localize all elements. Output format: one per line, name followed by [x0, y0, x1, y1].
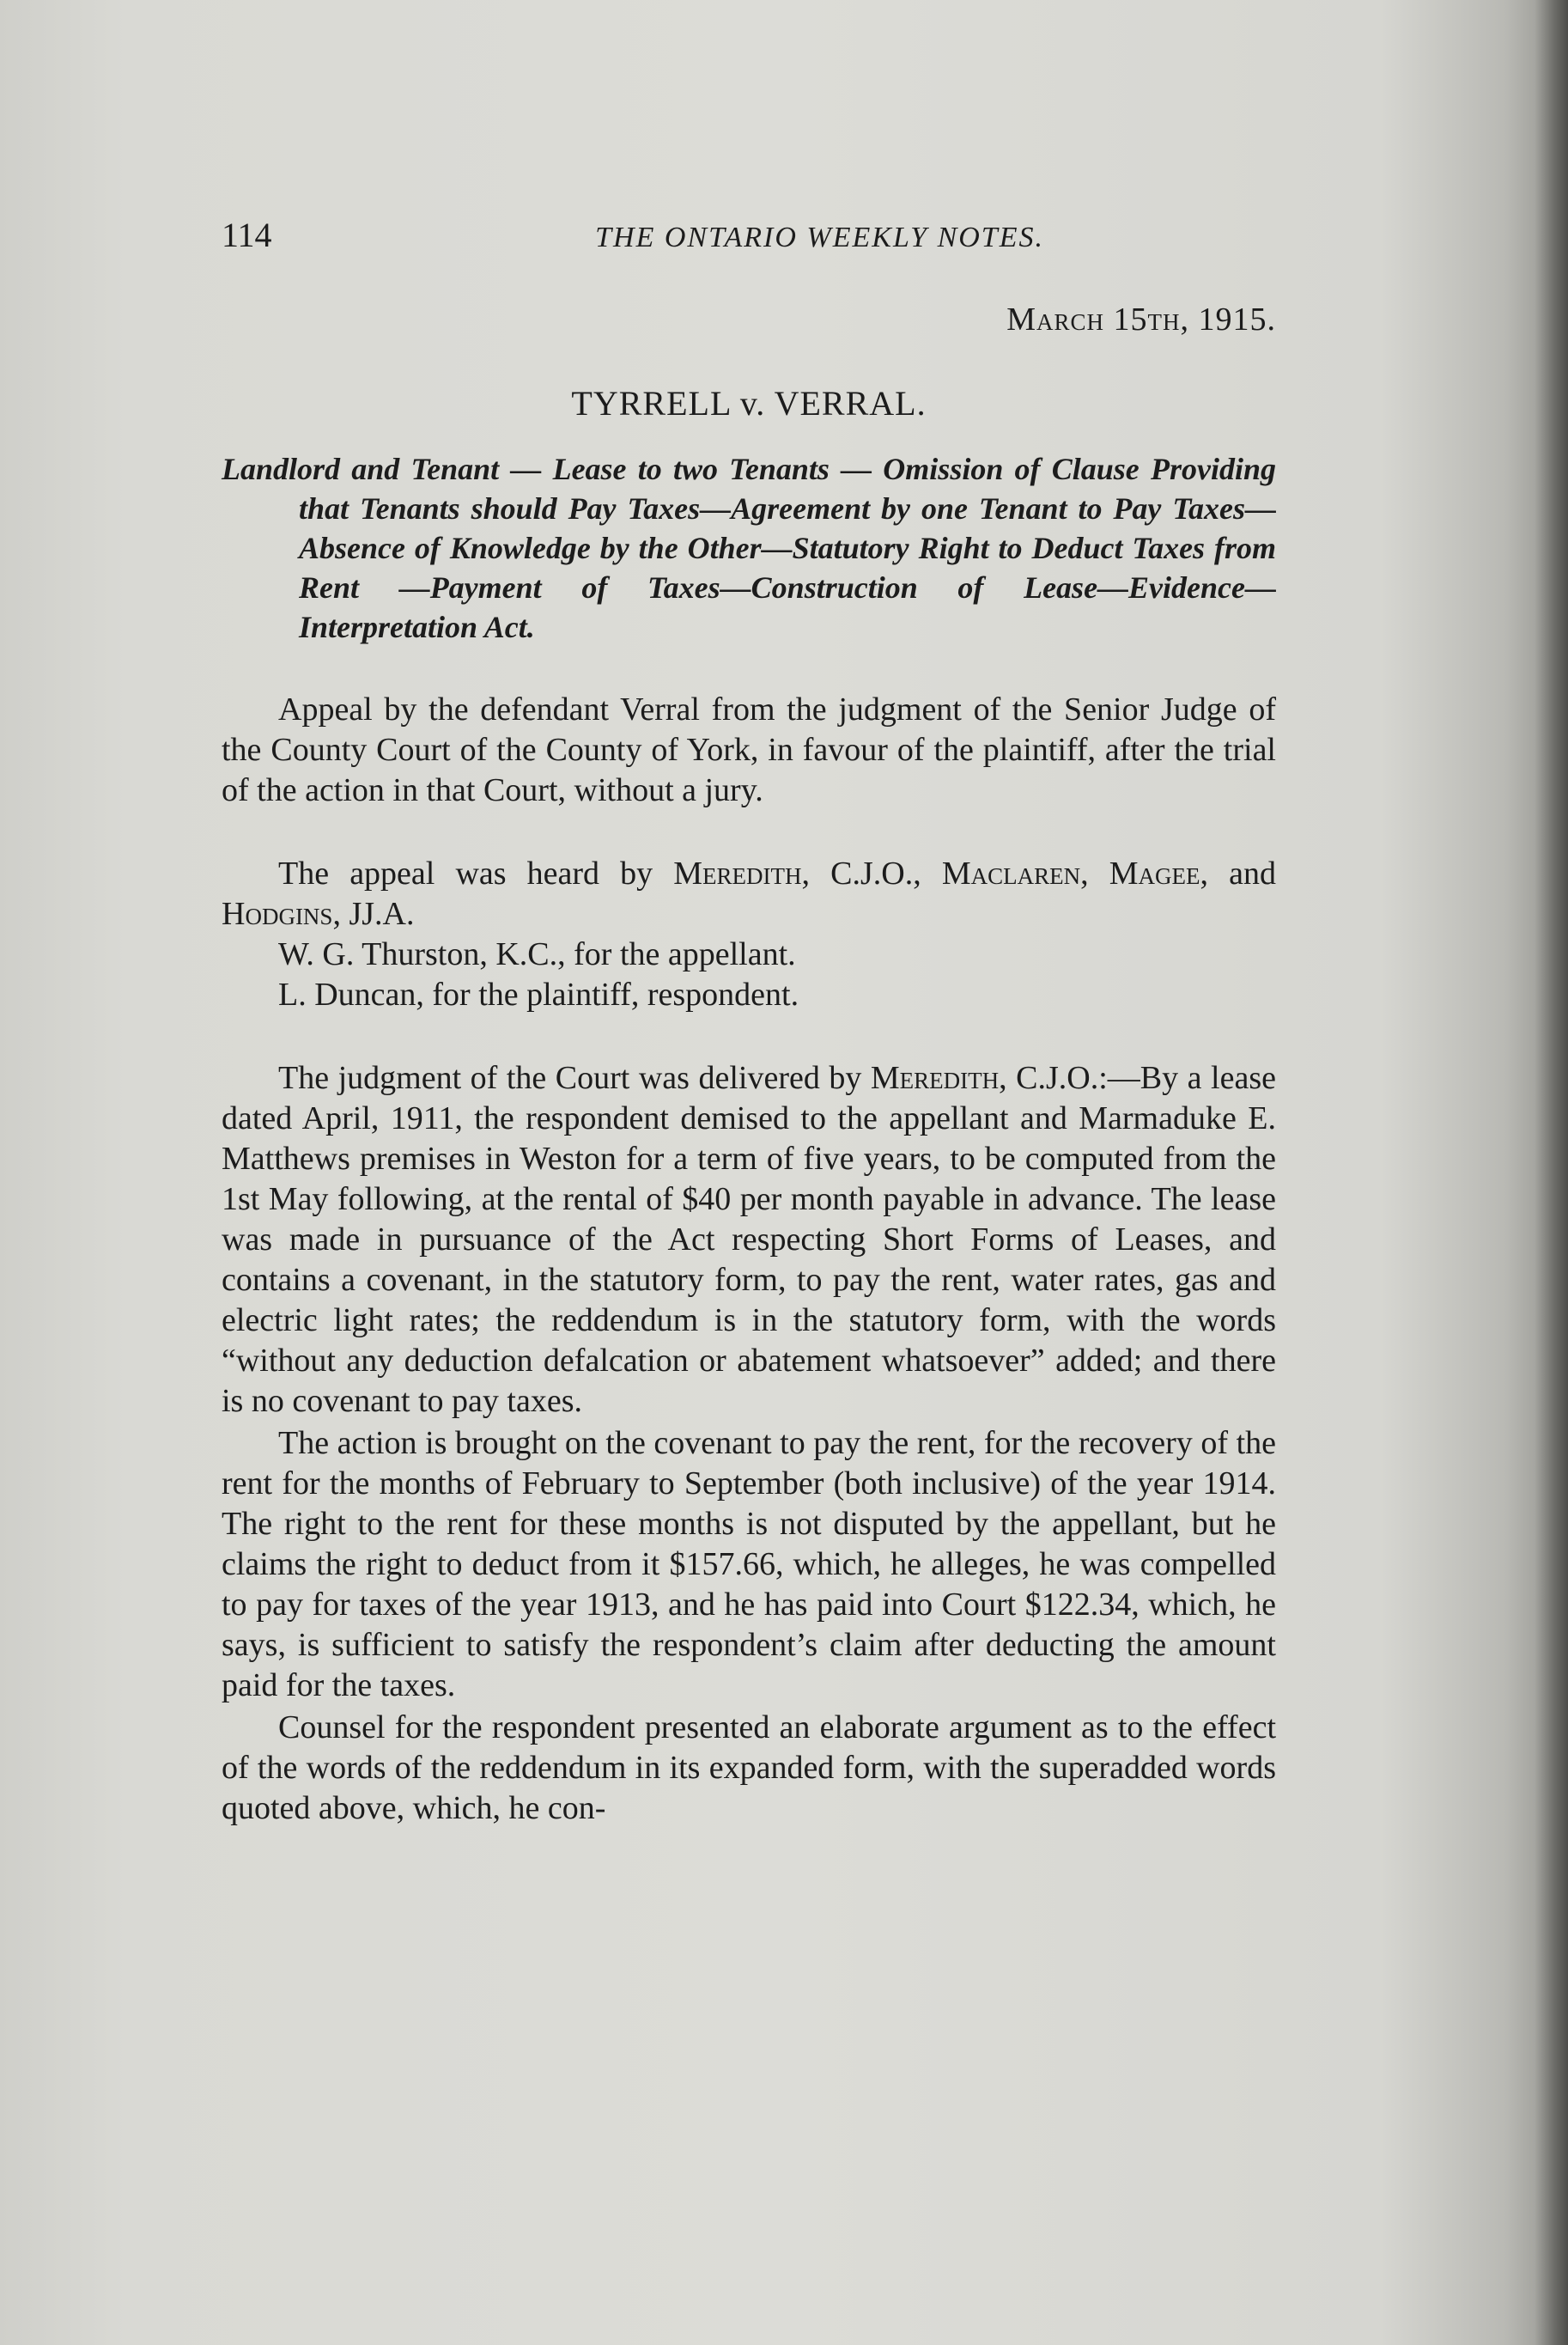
heard-paragraph [222, 854, 1276, 935]
judgment-intro: The judgment of the Court was delivered by [278, 1060, 862, 1096]
case-title: TYRRELL v. VERRAL. [571, 384, 927, 423]
judge-suffix: , JJ.A. [332, 896, 415, 932]
text-block [222, 215, 1276, 1829]
appeal-paragraph: Appeal by the defendant Verral from the judgment of the Senior Judge of the County Court of the County of York, in favour of the plaintiff, after the trial of the action in that Court, without a jury. [222, 691, 1276, 808]
judge-suffix: , and [1200, 856, 1276, 892]
judgment-body: , C.J.O.:—By a lease dated April, 1911, the respondent demised to the appellant and Marmaduke E. Matthews premises in Weston for a term of five years, to be computed from the 1st May following, at the rental of $40 per month payable in advance. The lease was made in pursuance of the Act respecting Short Forms of Leases, and contains a covenant, in the statutory form, to pay the rent, water rates, gas and electric light rates; the reddendum is in the statutory form, with the words “without any deduction defalcation or abatement whatsoever” added; and there is no covenant to pay taxes. [222, 1060, 1277, 1419]
headnote: Landlord and Tenant — Lease to two Tenants — Omission of Clause Providing that Tenants should Pay Taxes—Agreement by one Tenant to Pay Taxes—Absence of Knowledge by the Other—Statutory Right to Deduct Taxes from Rent —Payment of Taxes—Construction of Lease—Evidence—Interpretation Act. [222, 452, 1276, 644]
judge-name: Meredith [673, 856, 802, 892]
counsel-paragraph: Counsel for the respondent presented an elaborate argument as to the effect of the words of the reddendum in its expanded form, with the superadded words quoted above, which, he con- [222, 1709, 1276, 1826]
appellant-counsel: W. G. Thurston, K.C., for the appellant. [278, 936, 796, 972]
judge-name: Maclaren [941, 856, 1081, 892]
judge-suffix: , [1080, 856, 1089, 892]
heard-intro: The appeal was heard by [278, 856, 653, 892]
decision-date: March 15th, 1915. [1006, 302, 1276, 338]
journal-title: THE ONTARIO WEEKLY NOTES. [595, 222, 1044, 253]
running-head [222, 215, 1276, 266]
action-paragraph: The action is brought on the covenant to pay the rent, for the recovery of the rent for the months of February to September (both inclusive) of the year 1914. The right to the rent for these months is not disputed by the appellant, but he claims the right to deduct from it $157.66, which, he alleges, he was compelled to pay for taxes of the year 1913, and he has paid into Court $122.34, which, he says, is sufficient to satisfy the respondent’s claim after deducting the amount paid for the taxes. [222, 1425, 1276, 1703]
respondent-counsel: L. Duncan, for the plaintiff, respondent. [278, 977, 799, 1013]
page-number: 114 [222, 216, 272, 254]
judge-name: Hodgins [222, 896, 333, 932]
judge-name: Meredith [870, 1060, 1000, 1096]
book-spine-shadow [1534, 0, 1568, 2345]
judge-suffix: , C.J.O., [801, 856, 921, 892]
judge-name: Magee [1109, 856, 1200, 892]
judgment-paragraph [222, 1058, 1276, 1422]
